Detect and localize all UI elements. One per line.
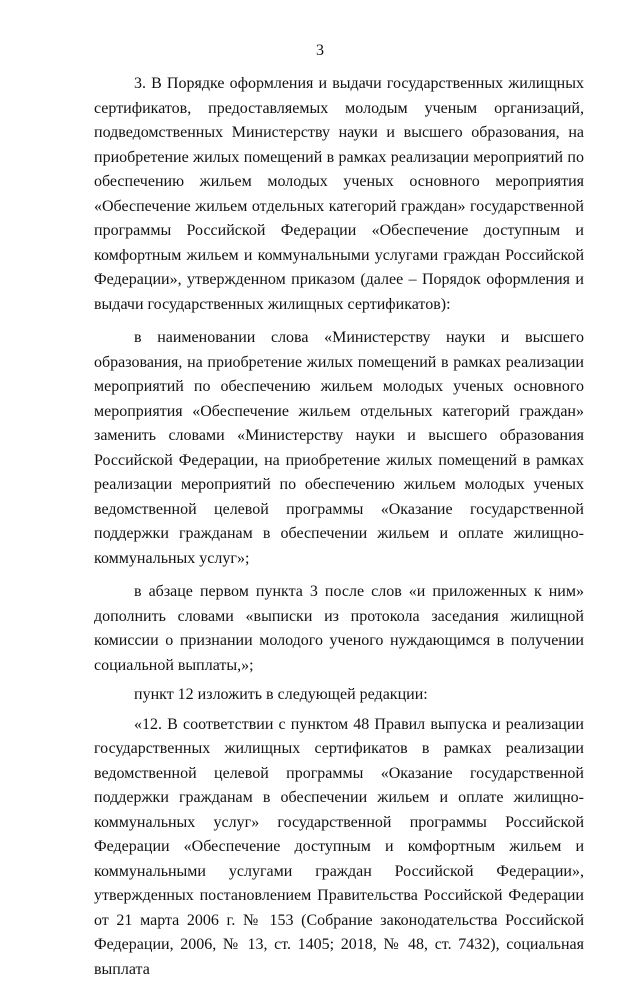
paragraph-clause-3-addition: в абзаце первом пункта 3 после слов «и приложенных к ним» дополнить словами «выписки из протокола заседания жилищной комиссии о признании молодого ученого нуждающимся в получении социальной выплаты,»;: [94, 580, 584, 678]
paragraph-title-change: в наименовании слова «Министерству науки и высшего образования, на приобретение жилых помещений в рамках реализации мероприятий по обеспечению жильем молодых ученых основного мероприятия «Обеспечение жильем отдельных категорий граждан» заменить словами «Министерству науки и высшего образования Российской Федерации, на приобретение жилых помещений в рамках реализации мероприятий по обеспечению жильем молодых ученых ведомственной целевой программы «Оказание государственной поддержки гражданам в обеспечении жильем и оплате жилищно-коммунальных услуг»;: [94, 326, 584, 571]
paragraph-clause-12-text: «12. В соответствии с пунктом 48 Правил выпуска и реализации государственных жилищных сертификатов в рамках реализации ведомственной целевой программы «Оказание государственной поддержки гражданам в обеспечении жильем и оплате жилищно-коммунальных услуг» государственной программы Российской Федерации «Обеспечение доступным и комфортным жильем и коммунальными услугами граждан Российской Федерации», утвержденных постановлением Правительства Российской Федерации от 21 марта 2006 г. № 153 (Собрание законодательства Российской Федерации, 2006, № 13, ст. 1405; 2018, № 48, ст. 7432), социальная выплата: [94, 713, 584, 982]
page-number: 3: [0, 42, 640, 60]
paragraph-item-3-amendment: 3. В Порядке оформления и выдачи государственных жилищных сертификатов, предоставляемых молодым ученым организаций, подведомственных Министерству науки и высшего образования, на приобретение жилых помещений в рамках реализации мероприятий по обеспечению жильем молодых ученых основного мероприятия «Обеспечение жильем отдельных категорий граждан» государственной программы Российской Федерации «Обеспечение доступным и комфортным жильем и коммунальными услугами граждан Российской Федерации», утвержденном приказом (далее – Порядок оформления и выдачи государственных жилищных сертификатов):: [94, 72, 584, 317]
paragraph-clause-12-intro: пункт 12 изложить в следующей редакции:: [94, 683, 584, 708]
document-body: [94, 72, 584, 982]
